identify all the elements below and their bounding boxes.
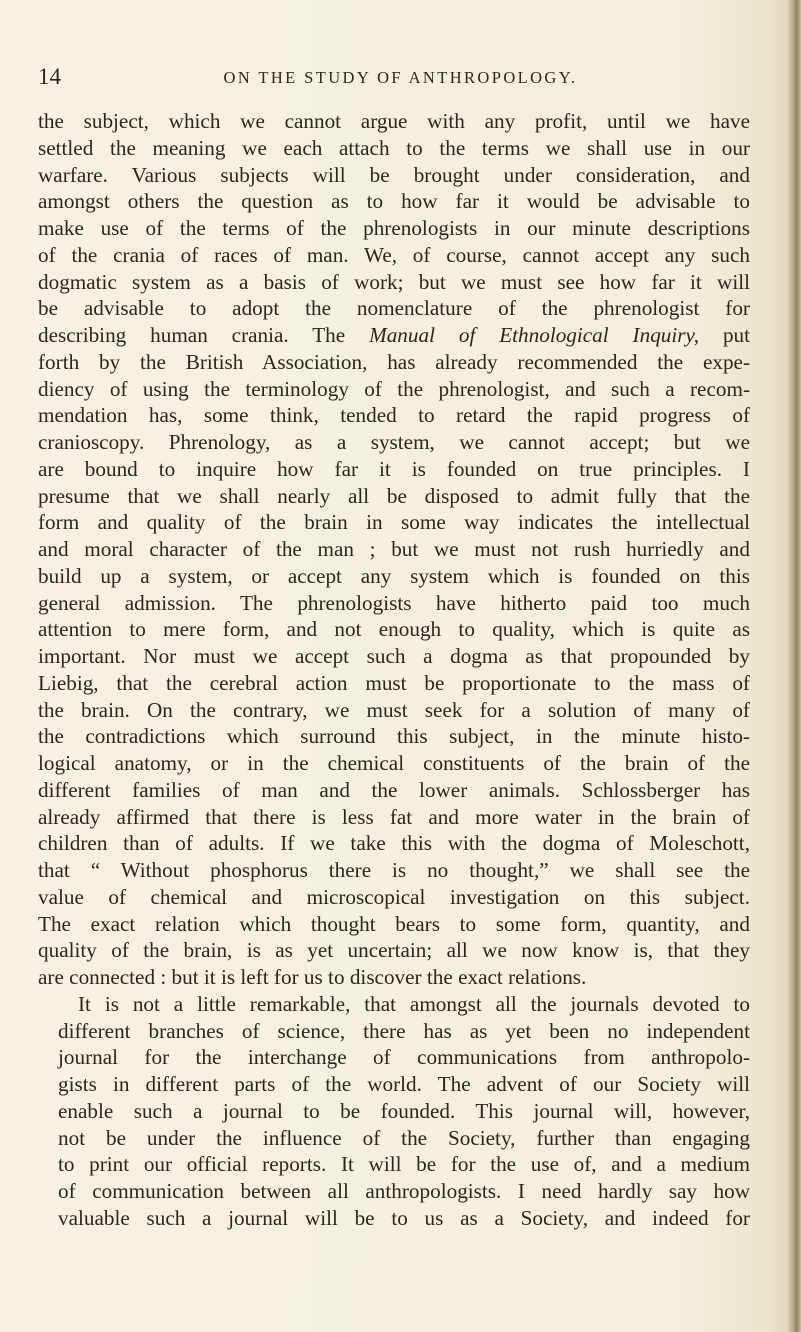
paragraph-1	[38, 108, 750, 991]
text-line: Liebig, that the cerebral action must be proportionate to the mass of	[38, 670, 750, 695]
text-line: build up a system, or accept any system which is founded on this	[38, 563, 750, 588]
running-title: ON THE STUDY OF ANTHROPOLOGY.	[223, 68, 578, 87]
page-edge-shadow	[787, 0, 801, 1332]
page-header	[38, 63, 763, 91]
text-line: presume that we shall nearly all be disposed to admit fully that the	[38, 483, 750, 508]
text-line: gists in different parts of the world. The advent of our Society will	[58, 1072, 750, 1096]
text-line: and moral character of the man ; but we must not rush hurriedly and	[38, 537, 750, 561]
text-line: dogmatic system as a basis of work; but we must see how far it will	[38, 269, 750, 294]
text-line: settled the meaning we each attach to the terms we shall use in our	[38, 135, 750, 160]
text-line: children than of adults. If we take this with the dogma of Moleschott,	[38, 831, 750, 856]
text-fragment: describing human crania. The	[38, 323, 346, 347]
text-line: attention to mere form, and not enough to quality, which is quite as	[38, 617, 750, 642]
text-line: cranioscopy. Phrenology, as a system, we cannot accept; but we	[38, 430, 750, 454]
text-line: It is not a little remarkable, that amongst all the journals devoted to	[78, 991, 750, 1016]
book-title-italic: Manual of Ethnological Inquiry,	[369, 323, 700, 347]
text-line: warfare. Various subjects will be brought under consideration, and	[38, 162, 750, 187]
text-line: The exact relation which thought bears to some form, quantity, and	[38, 911, 750, 936]
text-line: amongst others the question as to how far it would be advisable to	[38, 189, 750, 214]
text-line: journal for the interchange of communications from anthropolo-	[58, 1045, 750, 1070]
text-line: are bound to inquire how far it is founded on true principles. I	[38, 456, 750, 481]
text-line: already affirmed that there is less fat and more water in the brain of	[38, 804, 750, 829]
text-line: of the crania of races of man. We, of course, cannot accept any such	[38, 242, 750, 267]
text-line: enable such a journal to be founded. This journal will, however,	[58, 1098, 750, 1123]
text-line: important. Nor must we accept such a dogma as that propounded by	[38, 644, 750, 668]
text-line: value of chemical and microscopical investigation on this subject.	[38, 884, 750, 909]
text-line: make use of the terms of the phrenologists in our minute descriptions	[38, 216, 750, 240]
text-line: valuable such a journal will be to us as a Society, and indeed for	[58, 1205, 750, 1230]
text-line: to print our official reports. It will be for the use of, and a medium	[58, 1152, 750, 1177]
text-line: general admission. The phrenologists have hitherto paid too much	[38, 590, 750, 615]
text-line: diency of using the terminology of the phrenologist, and such a recom-	[38, 376, 750, 401]
text-line: not be under the influence of the Society, further than engaging	[58, 1125, 750, 1150]
text-line: be advisable to adopt the nomenclature of the phrenologist for	[38, 296, 750, 321]
text-line: logical anatomy, or in the chemical constituents of the brain of the	[38, 751, 750, 775]
text-line: of communication between all anthropologists. I need hardly say how	[58, 1179, 750, 1203]
text-line: the contradictions which surround this subject, in the minute histo-	[38, 724, 750, 749]
page-number: 14	[38, 64, 61, 89]
text-line: different families of man and the lower animals. Schlossberger has	[38, 777, 750, 802]
text-line: different branches of science, there has as yet been no independent	[58, 1018, 750, 1043]
text-line: are connected : but it is left for us to discover the exact relations.	[38, 965, 587, 989]
text-line: mendation has, some think, tended to retard the rapid progress of	[38, 403, 750, 428]
text-line: the brain. On the contrary, we must seek for a solution of many of	[38, 697, 750, 722]
text-line: quality of the brain, is as yet uncertain; all we now know is, that they	[38, 938, 750, 963]
text-line: that “ Without phosphorus there is no thought,” we shall see the	[38, 858, 750, 882]
text-line: forth by the British Association, has already recommended the expe-	[38, 349, 750, 374]
text-line: form and quality of the brain in some way indicates the intellectual	[38, 510, 750, 535]
body-text	[38, 108, 750, 1232]
text-line: the subject, which we cannot argue with any profit, until we have	[38, 109, 750, 133]
paragraph-2	[38, 991, 750, 1232]
text-line	[38, 322, 750, 349]
text-fragment: put	[722, 323, 751, 347]
